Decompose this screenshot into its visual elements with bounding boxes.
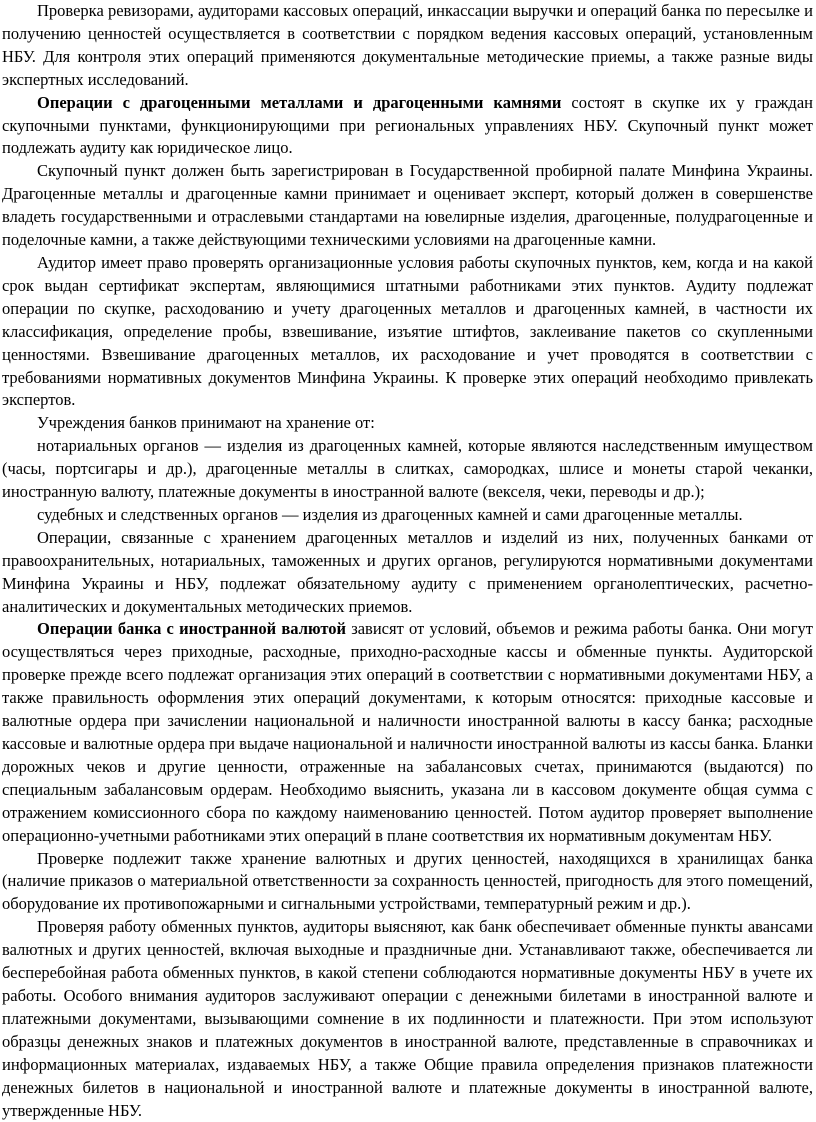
paragraph-text: состоят в скупке их у граждан скупочными пунктами, функционирующими при региональных управлениях НБУ. Скупочный пункт может подлежать аудиту как юридическое лицо. <box>2 92 813 158</box>
paragraph-bank-storage <box>2 412 813 435</box>
paragraph-text: Учреждения банков принимают на хранение от: <box>37 413 375 433</box>
paragraph-text: Операции, связанные с хранением драгоценных металлов и изделий из них, полученных банками от правоохранительных, нотариальных, таможенных и других органов, регулируются нормативными документами Минфина Украины и НБУ, подлежат обязательному аудиту с применением органолептических, расчетно-аналитических и документальных методических приемов. <box>2 527 813 616</box>
paragraph-text: Проверке подлежит также хранение валютных и других ценностей, находящихся в хранилищах банка (наличие приказов о материальной ответственности за сохранность ценностей, пригодность для этого помещений, оборудование их противопожарными и сигнальными устройствами, температурный режим и др.). <box>2 848 813 914</box>
paragraph-judicial-bodies <box>2 504 813 527</box>
paragraph-text: Проверка ревизорами, аудиторами кассовых операций, инкассации выручки и операций банка по пересылке и получению ценностей осуществляется в соответствии с порядком ведения кассовых операций, установленным НБУ. Для контроля этих операций применяются документальные методические приемы, а также разные виды экспертных исследований. <box>2 1 813 89</box>
paragraph-text: Аудитор имеет право проверять организационные условия работы скупочных пунктов, кем, когда и на какой срок выдан сертификат экспертам, являющимися штатными работниками этих пунктов. Аудиту подлежат операции по скупке, расходованию и учету драгоценных металлов и драгоценных камней, в частности их классификация, определение пробы, взвешивание, изъятие штифтов, заклеивание пакетов со скупленными ценностями. Взвешивание драгоценных металлов, их расходование и учет проводятся в соответствии с требованиями нормативных документов Минфина Украины. К проверке этих операций необходимо привлекать экспертов. <box>2 252 813 410</box>
paragraph-cash-operations <box>2 0 813 92</box>
paragraph-exchange-points <box>2 916 813 1122</box>
paragraph-text: Проверяя работу обменных пунктов, аудиторы выясняют, как банк обеспечивает обменные пункты авансами валютных и других ценностей, включая выходные и праздничные дни. Устанавливают также, обеспечивается ли бесперебойная работа обменных пунктов, в какой степени соблюдаются нормативные документы НБУ в учете их работы. Особого внимания аудиторов заслуживают операции с денежными билетами в иностранной валюте и платежными документами, вызывающими сомнение в их подлинности и платежности. При этом используют образцы денежных знаков и платежных документов в иностранной валюте, представленные в справочниках и информационных материалах, издаваемых НБУ, а также Общие правила определения признаков платежности денежных билетов в национальной и иностранной валюте и платежные документы в иностранной валюте, утвержденные НБУ. <box>2 917 813 1120</box>
paragraph-text: Скупочный пункт должен быть зарегистрирован в Государственной пробирной палате Минфина Украины. Драгоценные металлы и драгоценные камни принимает и оценивает эксперт, который должен в совершенстве владеть государственными и отраслевыми стандартами на ювелирные изделия, драгоценные, полудрагоценные и поделочные камни, а также действующими техническими условиями на драгоценные камни. <box>2 161 813 250</box>
paragraph-buying-point <box>2 160 813 252</box>
paragraph-text: зависят от условий, объемов и режима работы банка. Они могут осуществляться через приходные, расходные, приходно-расходные кассы и обменные пункты. Аудиторской проверке прежде всего подлежат организация этих операций в соответствии с нормативными документами НБУ, а также правильность оформления этих операций документами, к которым относятся: приходные кассовые и валютные ордера при зачислении национальной и наличности иностранной валюты в кассу банка; расходные кассовые и валютные ордера при выдаче национальной и наличности иностранной валюты из кассы банка. Бланки дорожных чеков и другие ценности, отраженные на забалансовых счетах, принимаются (выдаются) по специальным забалансовым ордерам. Необходимо выяснить, указана ли в кассовом документе общая сумма с отражением комиссионного сбора по каждому наименованию ценностей. Потом аудитор проверяет выполнение операционно-учетными работниками этих операций в плане соответствия их нормативным документам НБУ. <box>2 619 813 845</box>
paragraph-heading: Операции банка с иностранной валютой <box>37 619 346 639</box>
paragraph-auditor-rights <box>2 252 813 412</box>
paragraph-vault-check <box>2 848 813 917</box>
paragraph-text: нотариальных органов — изделия из драгоценных камней, которые являются наследственным имуществом (часы, портсигары и др.), драгоценные металлы в слитках, самородках, шлисе и монеты старой чеканки, иностранную валюту, платежные документы в иностранной валюте (векселя, чеки, переводы и др.); <box>2 436 813 502</box>
paragraph-text: судебных и следственных органов — изделия из драгоценных камней и сами драгоценные металлы. <box>37 504 743 524</box>
paragraph-precious-metals <box>2 92 813 161</box>
paragraph-heading: Операции с драгоценными металлами и драгоценными камнями <box>37 92 562 112</box>
paragraph-notarial-bodies <box>2 435 813 504</box>
paragraph-storage-operations <box>2 527 813 619</box>
paragraph-foreign-currency <box>2 618 813 847</box>
